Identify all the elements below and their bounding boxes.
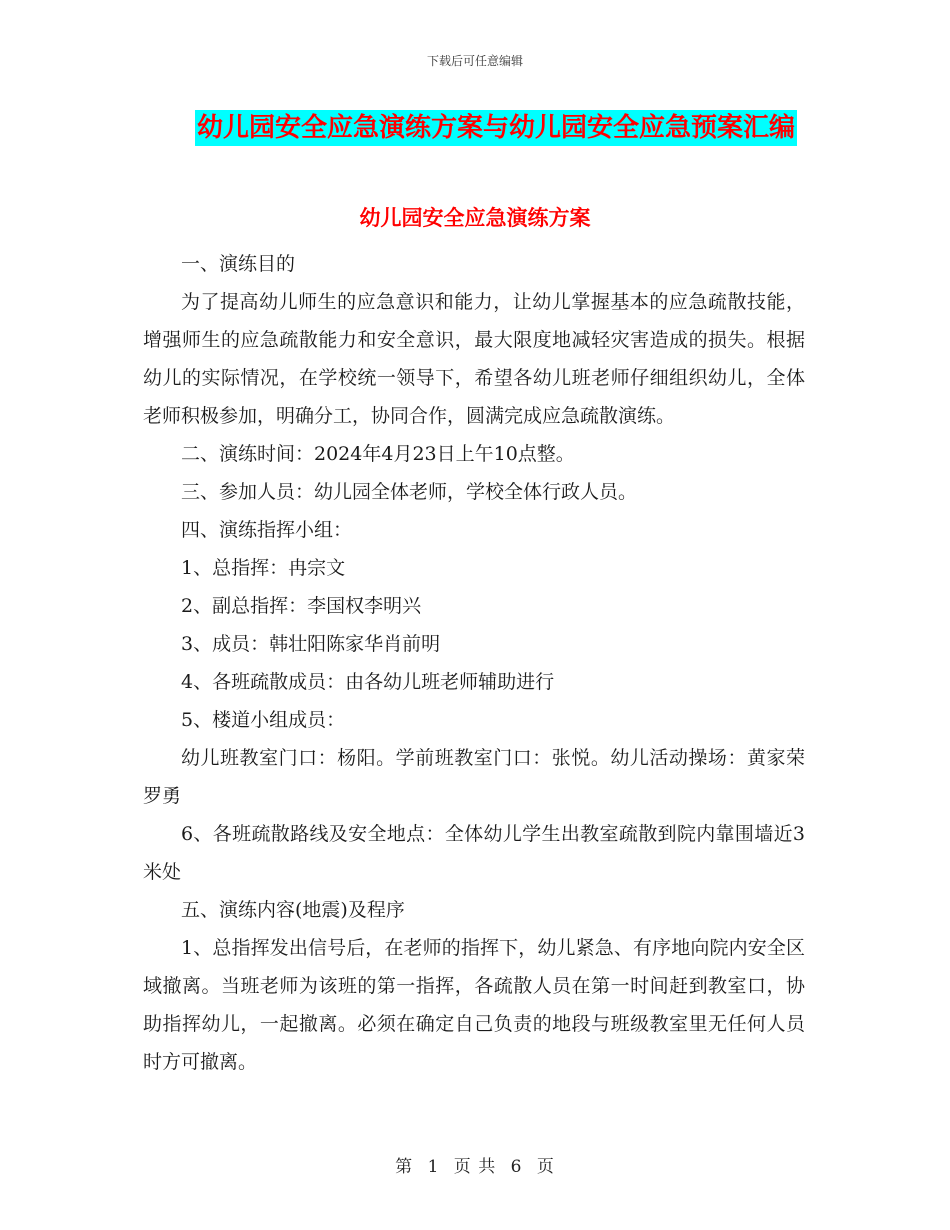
paragraph: 1、总指挥：冉宗文: [181, 557, 346, 579]
paragraph: 三、参加人员：幼儿园全体老师，学校全体行政人员。: [181, 481, 638, 503]
paragraph: 2、副总指挥：李国权李明兴: [181, 595, 422, 617]
paragraph: 4、各班疏散成员：由各幼儿班老师辅助进行: [181, 671, 555, 693]
paragraph: 四、演练指挥小组：: [181, 519, 353, 541]
footer-prefix: 第: [395, 1157, 414, 1177]
paragraph: 6、各班疏散路线及安全地点：全体幼儿学生出教室疏散到院内靠围墙近3米处: [143, 823, 805, 883]
header-note: 下载后可任意编辑: [426, 54, 523, 68]
footer-suffix: 页: [536, 1157, 555, 1177]
footer-total-pages: 6: [510, 1157, 523, 1177]
paragraph: 一、演练目的: [181, 253, 296, 275]
paragraph: 幼儿班教室门口：杨阳。学前班教室门口：张悦。幼儿活动操场：黄家荣罗勇: [143, 747, 805, 807]
document-body: [143, 245, 805, 1081]
paragraph: 1、总指挥发出信号后，在老师的指挥下，幼儿紧急、有序地向院内安全区域撤离。当班老师为该班的第一指挥，各疏散人员在第一时间赶到教室口，协助指挥幼儿，一起撤离。必须在确定自己负责的地段与班级教室里无任何人员时方可撤离。: [143, 937, 805, 1073]
paragraph: 5、楼道小组成员：: [181, 709, 346, 731]
paragraph: 五、演练内容(地震)及程序: [181, 899, 405, 921]
document-title: 幼儿园安全应急演练方案与幼儿园安全应急预案汇编: [195, 110, 797, 146]
paragraph: 3、成员：韩壮阳陈家华肖前明: [181, 633, 441, 655]
footer-page-number: 1: [427, 1157, 440, 1177]
section-title: 幼儿园安全应急演练方案: [359, 206, 591, 230]
paragraph: 二、演练时间：2024年4月23日上午10点整。: [181, 443, 575, 465]
footer-mid: 页 共: [453, 1157, 497, 1177]
page-footer: [0, 1152, 950, 1177]
paragraph: 为了提高幼儿师生的应急意识和能力，让幼儿掌握基本的应急疏散技能，增强师生的应急疏散能力和安全意识，最大限度地减轻灾害造成的损失。根据幼儿的实际情况，在学校统一领导下，希望各幼儿班老师仔细组织幼儿，全体老师积极参加，明确分工，协同合作，圆满完成应急疏散演练。: [143, 291, 805, 427]
